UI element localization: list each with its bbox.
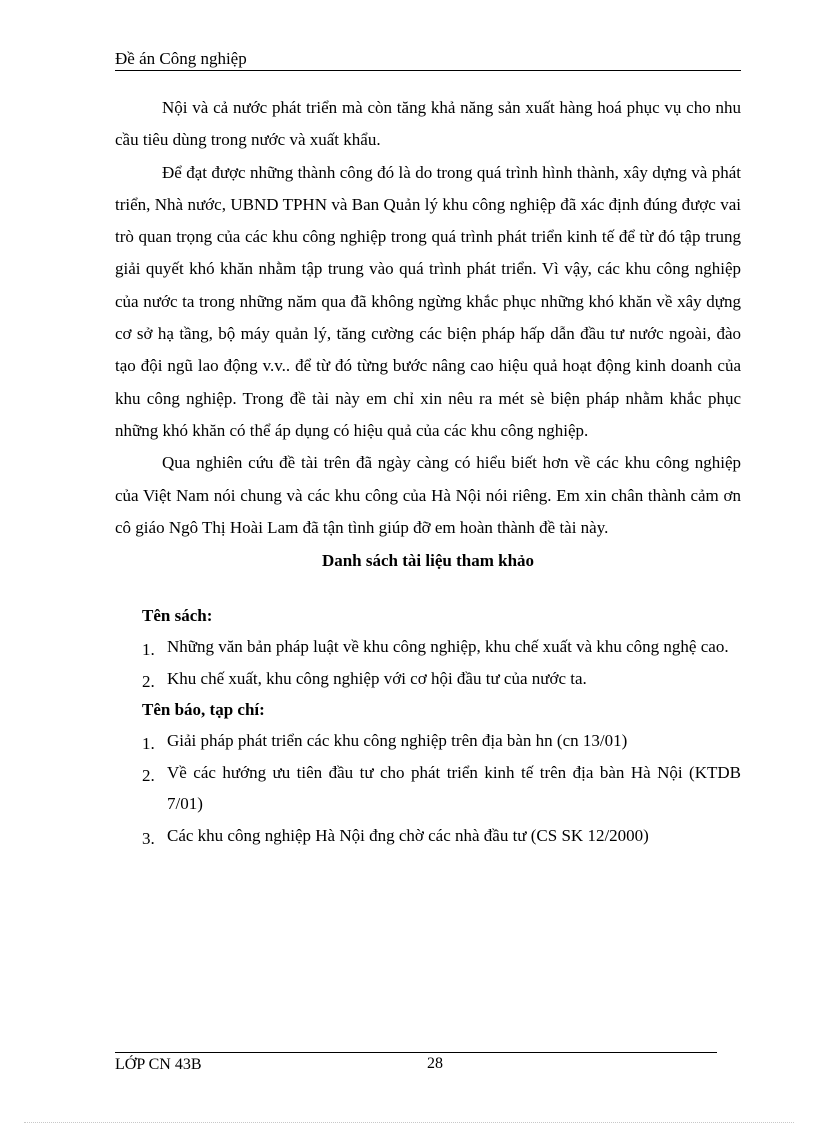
footer-class-label: LỚP CN 43B <box>115 1056 202 1073</box>
header-divider <box>115 70 741 71</box>
list-item <box>115 663 741 695</box>
list-item <box>115 757 741 820</box>
paragraph: Qua nghiên cứu đề tài trên đã ngày càng có hiểu biết hơn về các khu công nghiệp của Việt Nam nói chung và các khu công của Hà Nội nói riêng. Em xin chân thành cảm ơn cô giáo Ngô Thị Hoài Lam đã tận tình giúp đỡ em hoàn thành đề tài này. <box>115 453 741 537</box>
books-heading: Tên sách: <box>142 606 213 626</box>
list-item-text: Các khu công nghiệp Hà Nội đng chờ các nhà đầu tư (CS SK 12/2000) <box>167 825 649 845</box>
header-title: Đề án Công nghiệp <box>115 49 247 68</box>
list-number: 2. <box>142 765 155 785</box>
list-item <box>115 725 741 757</box>
footer-divider <box>115 1052 717 1053</box>
list-item-text: Những văn bản pháp luật về khu công nghiệp, khu chế xuất và khu công nghệ cao. <box>167 637 729 657</box>
document-body <box>115 92 741 851</box>
books-list <box>115 631 741 694</box>
list-item-text: Khu chế xuất, khu công nghiệp với cơ hội đầu tư của nước ta. <box>167 668 587 688</box>
list-number: 1. <box>142 734 155 754</box>
paragraph: Để đạt được những thành công đó là do trong quá trình hình thành, xây dựng và phát triển, Nhà nước, UBND TPHN và Ban Quản lý khu công nghiệp đã xác định đúng được vai trò quan trọng của các khu công nghiệp trong quá trình phát triển kinh tế để từ đó tập trung giải quyết khó khăn nhằm tập trung vào quá trình phát triển. Vì vậy, các khu công nghiệp của nước ta trong những năm qua đã không ngừng khắc phục những khó khăn về xây dựng cơ sở hạ tầng, bộ máy quản lý, tăng cường các biện pháp hấp dẫn đầu tư nước ngoài, đào tạo đội ngũ lao động v.v.. để từ đó từng bước nâng cao hiệu quả hoạt động kinh doanh của khu công nghiệp. Trong đề tài này em chỉ xin nêu ra mét sè biện pháp nhằm khắc phục những khó khăn có thể áp dụng có hiệu quả của các khu công nghiệp. <box>115 162 741 440</box>
journals-list <box>115 725 741 851</box>
list-number: 3. <box>142 828 155 848</box>
references-title: Danh sách tài liệu tham khảo <box>321 551 535 571</box>
paragraph: Nội và cả nước phát triển mà còn tăng khả năng sản xuất hàng hoá phục vụ cho nhu cầu tiêu dùng trong nước và xuất khẩu. <box>115 98 741 150</box>
list-number: 2. <box>142 671 155 691</box>
list-item <box>115 631 741 663</box>
list-item <box>115 820 741 852</box>
list-item-text: Giải pháp phát triển các khu công nghiệp trên địa bàn hn (cn 13/01) <box>167 731 628 751</box>
page-number: 28 <box>427 1055 443 1072</box>
list-number: 1. <box>142 640 155 660</box>
journals-heading: Tên báo, tạp chí: <box>142 700 265 720</box>
list-item-text: Về các hướng ưu tiên đầu tư cho phát triển kinh tế trên địa bàn Hà Nội (KTDB 7/01) <box>167 762 741 814</box>
